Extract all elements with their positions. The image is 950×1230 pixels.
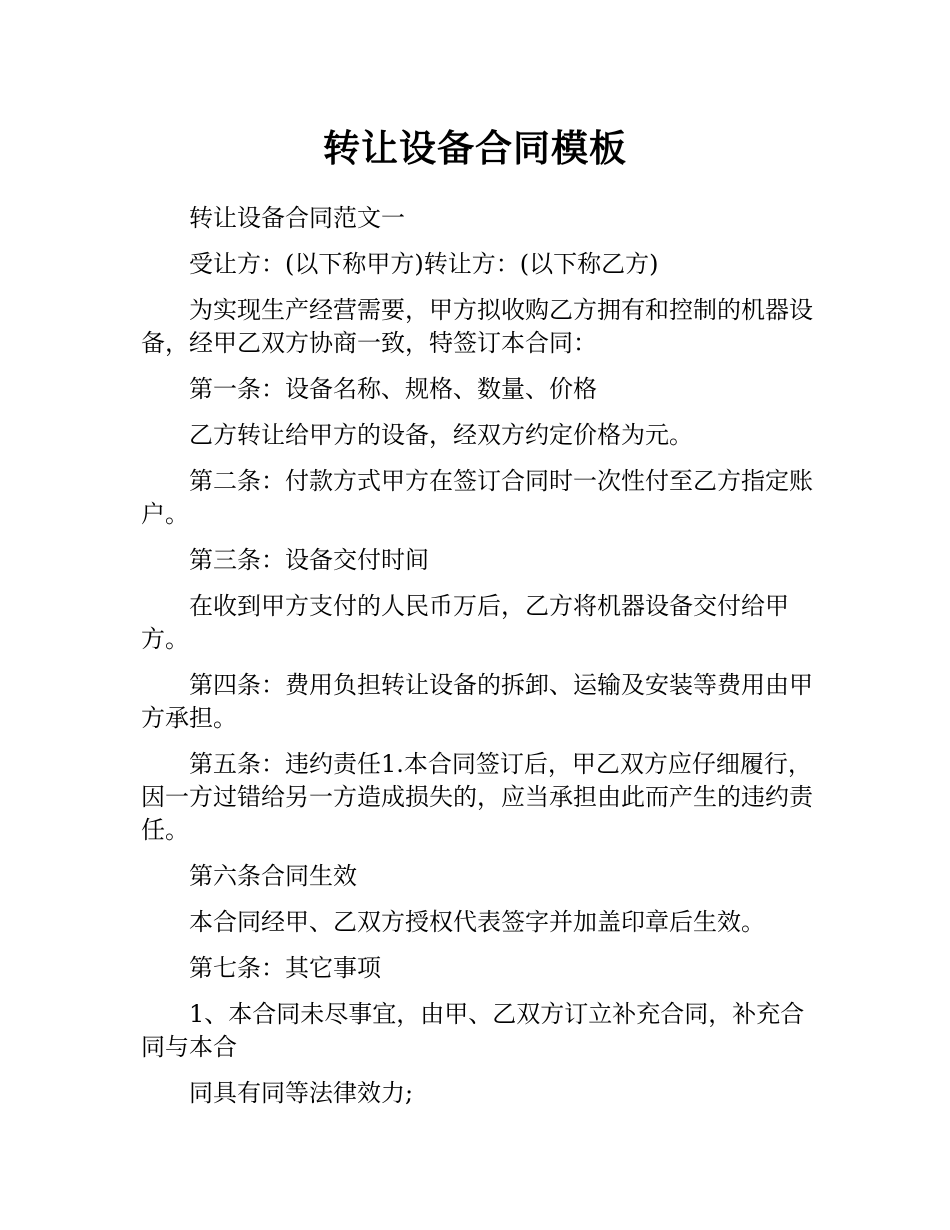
paragraph-article-7-item-1: 1、本合同未尽事宜，由甲、乙双方订立补充合同，补充合同与本合	[141, 1000, 805, 1061]
paragraph-article-1-body: 乙方转让给甲方的设备，经双方约定价格为元。	[189, 421, 693, 449]
paragraph-article-6-heading: 第六条合同生效	[189, 862, 357, 890]
paragraph-article-7-heading: 第七条：其它事项	[189, 954, 381, 982]
paragraph-parties: 受让方：(以下称甲方)转让方：(以下称乙方)	[189, 250, 659, 278]
paragraph-article-6-body: 本合同经甲、乙双方授权代表签字并加盖印章后生效。	[189, 908, 765, 936]
paragraph-article-3-heading: 第三条：设备交付时间	[189, 546, 429, 574]
paragraph-article-5: 第五条：违约责任1.本合同签订后，甲乙双方应仔细履行，因一方过错给另一方造成损失的，应当承担由此而产生的违约责任。	[141, 750, 813, 844]
paragraph-article-1-heading: 第一条：设备名称、规格、数量、价格	[189, 375, 597, 403]
paragraph-article-3-body: 在收到甲方支付的人民币万后，乙方将机器设备交付给甲方。	[141, 592, 789, 653]
paragraph-article-7-item-1-cont: 同具有同等法律效力;	[189, 1079, 414, 1107]
paragraph-preamble: 为实现生产经营需要，甲方拟收购乙方拥有和控制的机器设备，经甲乙双方协商一致，特签订本合同：	[141, 296, 813, 357]
paragraph-heading-sample: 转让设备合同范文一	[189, 204, 405, 232]
paragraph-article-2: 第二条：付款方式甲方在签订合同时一次性付至乙方指定账户。	[141, 467, 813, 528]
document-title: 转让设备合同模板	[323, 127, 627, 170]
document-body	[141, 202, 821, 1123]
paragraph-article-4: 第四条：费用负担转让设备的拆卸、运输及安装等费用由甲方承担。	[141, 671, 813, 732]
